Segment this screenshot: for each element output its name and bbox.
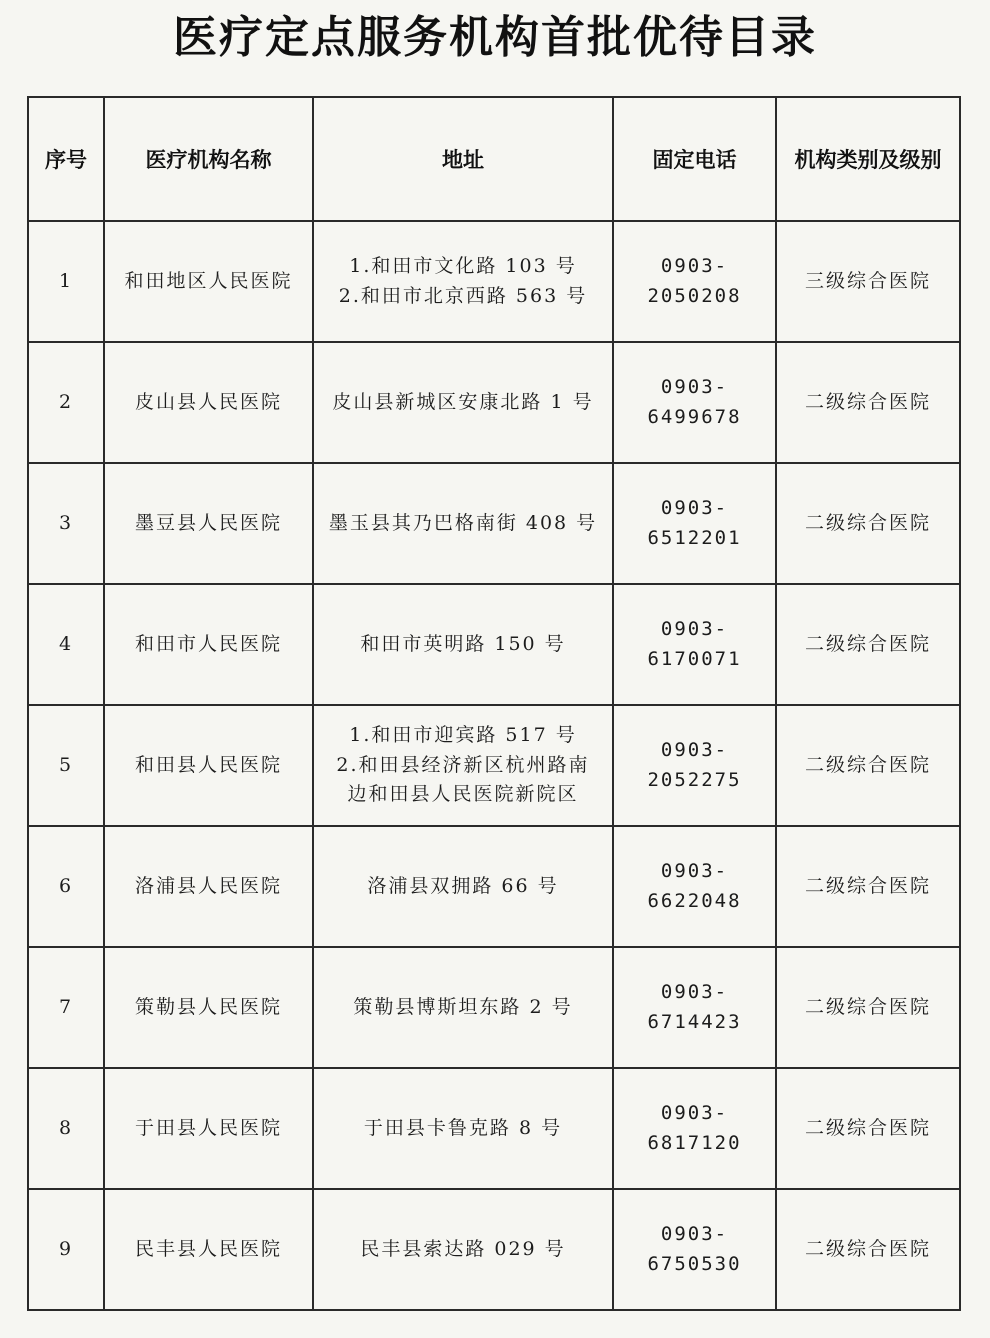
table-row [28,826,960,947]
cell-level: 二级综合医院 [776,584,960,705]
cell-name: 和田县人民医院 [104,705,313,826]
header-name: 医疗机构名称 [104,97,313,221]
table-row [28,342,960,463]
cell-address [313,221,613,342]
cell-address [313,705,613,826]
address-line: 2.和田市北京西路 563 号 [338,284,588,307]
header-address: 地址 [313,97,613,221]
cell-seq: 1 [28,221,104,342]
cell-seq: 6 [28,826,104,947]
cell-name: 墨豆县人民医院 [104,463,313,584]
address-line: 墨玉县其乃巴格南街 408 号 [328,511,598,534]
cell-address [313,1189,613,1310]
cell-level: 二级综合医院 [776,463,960,584]
cell-name: 民丰县人民医院 [104,1189,313,1310]
cell-level: 三级综合医院 [776,221,960,342]
cell-phone: 0903-6512201 [613,463,776,584]
table-row [28,705,960,826]
cell-phone: 0903-6622048 [613,826,776,947]
cell-level: 二级综合医院 [776,705,960,826]
cell-phone: 0903-2052275 [613,705,776,826]
cell-address [313,584,613,705]
cell-phone: 0903-6170071 [613,584,776,705]
cell-address [313,826,613,947]
cell-name: 和田市人民医院 [104,584,313,705]
table-header [28,97,960,221]
cell-name: 洛浦县人民医院 [104,826,313,947]
table-row [28,463,960,584]
cell-level: 二级综合医院 [776,826,960,947]
cell-address [313,463,613,584]
table-body [28,221,960,1310]
cell-level: 二级综合医院 [776,1068,960,1189]
header-level: 机构类别及级别 [776,97,960,221]
header-seq: 序号 [28,97,104,221]
cell-phone: 0903-6499678 [613,342,776,463]
cell-address [313,947,613,1068]
address-line: 2.和田县经济新区杭州路南 [336,753,590,776]
address-line: 1.和田市文化路 103 号 [349,255,577,278]
cell-phone: 0903-6714423 [613,947,776,1068]
address-line: 边和田县人民医院新院区 [347,783,579,806]
address-line: 于田县卡鲁克路 8 号 [363,1116,563,1139]
address-line: 1.和田市迎宾路 517 号 [349,724,577,747]
cell-seq: 8 [28,1068,104,1189]
cell-phone: 0903-2050208 [613,221,776,342]
table-row [28,221,960,342]
cell-name: 皮山县人民医院 [104,342,313,463]
table-row [28,1068,960,1189]
header-phone: 固定电话 [613,97,776,221]
cell-seq: 4 [28,584,104,705]
cell-address [313,1068,613,1189]
address-line: 民丰县索达路 029 号 [360,1237,566,1260]
address-line: 和田市英明路 150 号 [360,632,566,655]
cell-seq: 7 [28,947,104,1068]
cell-seq: 3 [28,463,104,584]
cell-name: 和田地区人民医院 [104,221,313,342]
address-line: 洛浦县双拥路 66 号 [367,874,559,897]
cell-seq: 9 [28,1189,104,1310]
table-row [28,1189,960,1310]
cell-level: 二级综合医院 [776,947,960,1068]
address-line: 策勒县博斯坦东路 2 号 [353,995,573,1018]
cell-level: 二级综合医院 [776,1189,960,1310]
cell-phone: 0903-6750530 [613,1189,776,1310]
document-title: 医疗定点服务机构首批优待目录 [173,12,817,63]
cell-phone: 0903-6817120 [613,1068,776,1189]
cell-seq: 2 [28,342,104,463]
header-row [28,97,960,221]
cell-address [313,342,613,463]
address-line: 皮山县新城区安康北路 1 号 [332,390,594,413]
table-row [28,584,960,705]
cell-name: 于田县人民医院 [104,1068,313,1189]
cell-seq: 5 [28,705,104,826]
institution-table [27,96,961,1311]
table-row [28,947,960,1068]
cell-level: 二级综合医院 [776,342,960,463]
cell-name: 策勒县人民医院 [104,947,313,1068]
